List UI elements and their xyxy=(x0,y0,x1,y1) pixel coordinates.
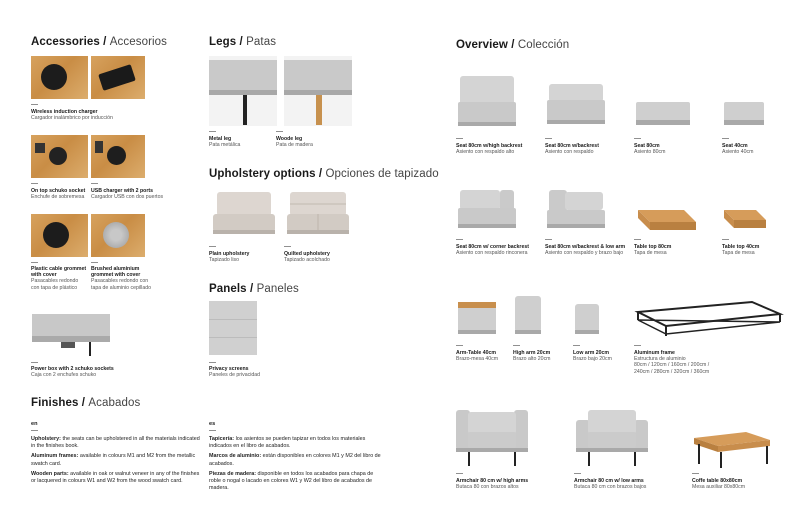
accessory-label: On top schuko socket Enchufe de sobremesa xyxy=(31,188,86,201)
dash: — xyxy=(31,259,38,266)
upholstery-heading: Upholstery options / Opciones de tapizado xyxy=(209,168,439,180)
schuko-socket-image xyxy=(31,135,88,178)
overview-label: Armchair 80 cm w/ high arms Butaca 80 con brazos altos xyxy=(456,478,529,491)
accessory-label: Power box with 2 schuko sockets Caja con 2 enchufes schuko xyxy=(31,366,114,379)
lang-label: es xyxy=(209,421,216,427)
seat-corner-backrest-image xyxy=(456,186,518,236)
finishes-es-column xyxy=(209,421,381,492)
wood-leg-image xyxy=(284,56,352,126)
overview-label: Table top 80cm Tapa de mesa xyxy=(634,244,672,257)
dash: — xyxy=(209,359,216,366)
finish-paragraph: Aluminum frames: available in colours M1 and M2 from the metallic swatch card. xyxy=(31,453,196,467)
dash: — xyxy=(574,470,581,477)
seat-80-image xyxy=(634,96,692,132)
plastic-grommet-image xyxy=(31,214,88,257)
overview-label: Seat 80cm w/high backrest Asiento con respaldo alto xyxy=(456,143,523,156)
overview-label: Low arm 20cm Brazo bajo 20cm xyxy=(573,350,612,363)
dash: — xyxy=(31,180,38,187)
armchair-high-arms-image xyxy=(454,406,530,468)
overview-label: Seat 40cm Asiento 40cm xyxy=(722,143,754,156)
coffee-table-image xyxy=(690,428,772,470)
dash: — xyxy=(545,236,552,243)
accessory-label: USB charger with 2 ports Cargador USB con dos puertos xyxy=(91,188,164,201)
dash: — xyxy=(513,342,520,349)
accessory-label: Wireless induction charger Cargador inalámbrico por inducción xyxy=(31,109,113,122)
overview-label: Seat 80cm w/backrest Asiento con respaldo xyxy=(545,143,599,156)
dash: — xyxy=(722,135,729,142)
dash: — xyxy=(456,135,463,142)
dash: — xyxy=(209,128,216,135)
dash: — xyxy=(276,128,283,135)
dash: — xyxy=(31,427,38,434)
dash: — xyxy=(456,342,463,349)
dash: — xyxy=(209,243,216,250)
finish-paragraph: Piezas de madera: disponible en todos los acabados para chapa de roble o nogal o lacado en colores W1 y W2 del libro de acabados de madera. xyxy=(209,470,374,492)
dash: — xyxy=(456,470,463,477)
table-top-80-image xyxy=(634,206,698,236)
table-top-40-image xyxy=(722,206,768,236)
privacy-screen-image xyxy=(209,301,257,355)
dash: — xyxy=(209,427,216,434)
panels-heading: Panels / Paneles xyxy=(209,283,299,295)
finish-paragraph: Upholstery: the seats can be upholstered in all the materials indicated in the finishes book. xyxy=(31,436,200,450)
phone-on-charger-image xyxy=(91,56,145,99)
panel-label: Privacy screens Paneles de privacidad xyxy=(209,366,261,379)
overview-label: Table top 40cm Tapa de mesa xyxy=(722,244,760,257)
overview-label: Aluminum frame Estructura de aluminio 80cm / 120cm / 160cm / 200cm / 240cm / 280cm / 320cm / 360cm xyxy=(634,350,710,375)
usb-charger-image xyxy=(91,135,145,178)
overview-label: Seat 80cm w/backrest & low arm Asiento con respaldo y brazo bajo xyxy=(545,244,626,257)
accessory-label: Plastic cable grommet with cover Pasacables redondo con tapa de plástico xyxy=(31,266,87,291)
leg-label: Woode leg Pata de madera xyxy=(276,136,313,149)
seat-backrest-low-arm-image xyxy=(545,186,607,236)
finish-paragraph: Wooden parts: available in oak or walnut veneer in any of the finishes or lacquered in colours W1 and W2 from the wood swatch card. xyxy=(31,470,200,485)
aluminum-frame-image xyxy=(632,300,784,340)
power-box-image xyxy=(31,312,111,356)
seat-backrest-image xyxy=(545,80,607,132)
dash: — xyxy=(456,236,463,243)
overview-label: Seat 80cm w/ corner backrest Asiento con respaldo rinconera xyxy=(456,244,529,257)
dash: — xyxy=(573,342,580,349)
plain-upholstery-image xyxy=(209,186,277,240)
finish-paragraph: Tapicería: los asientos se pueden tapizar en todos los materiales indicados en el libro de acabados. xyxy=(209,436,366,450)
dash: — xyxy=(634,236,641,243)
overview-label: High arm 20cm Brazo alto 20cm xyxy=(513,350,551,363)
aluminium-grommet-image xyxy=(91,214,145,257)
lang-label: en xyxy=(31,421,38,427)
overview-label: Seat 80cm Asiento 80cm xyxy=(634,143,666,156)
seat-40-image xyxy=(722,98,766,132)
dash: — xyxy=(634,135,641,142)
accessories-heading: Accessories / Accesorios xyxy=(31,36,168,48)
overview-label: Coffe table 80x80cm Mesa auxiliar 80x80cm xyxy=(692,478,746,491)
finishes-heading: Finishes / Acabados xyxy=(31,397,141,409)
dash: — xyxy=(545,135,552,142)
dash: — xyxy=(31,101,38,108)
upholstery-label: Quilted upholstery Tapizado acolchado xyxy=(284,251,330,264)
overview-heading: Overview / Colección xyxy=(456,39,570,51)
dash: — xyxy=(31,359,38,366)
dash: — xyxy=(91,180,98,187)
arm-table-image xyxy=(456,298,498,338)
accessory-label: Brushed aluminium grommet with cover Pasacables redondo con tapa de aluminio cepillado xyxy=(91,266,151,291)
high-arm-image xyxy=(513,294,543,338)
upholstery-label: Plain upholstery Tapizado liso xyxy=(209,251,250,264)
finishes-en-column xyxy=(31,421,201,485)
dash: — xyxy=(722,236,729,243)
seat-high-backrest-image xyxy=(456,72,518,132)
legs-heading: Legs / Patas xyxy=(209,36,277,48)
dash: — xyxy=(634,342,641,349)
quilted-upholstery-image xyxy=(284,186,352,240)
dash: — xyxy=(692,470,699,477)
dash: — xyxy=(284,243,291,250)
leg-label: Metal leg Pata metálica xyxy=(209,136,241,149)
armchair-low-arms-image xyxy=(574,406,650,468)
finish-paragraph: Marcos de aluminio: están disponibles en colores M1 y M2 del libro de acabados. xyxy=(209,453,381,467)
wireless-charger-image xyxy=(31,56,88,99)
dash: — xyxy=(91,259,98,266)
metal-leg-image xyxy=(209,56,277,126)
overview-label: Armchair 80 cm w/ low arms Butaca 80 cm con brazos bajos xyxy=(574,478,647,491)
overview-label: Arm-Table 40cm Brazo-mesa 40cm xyxy=(456,350,499,363)
low-arm-image xyxy=(573,302,601,338)
